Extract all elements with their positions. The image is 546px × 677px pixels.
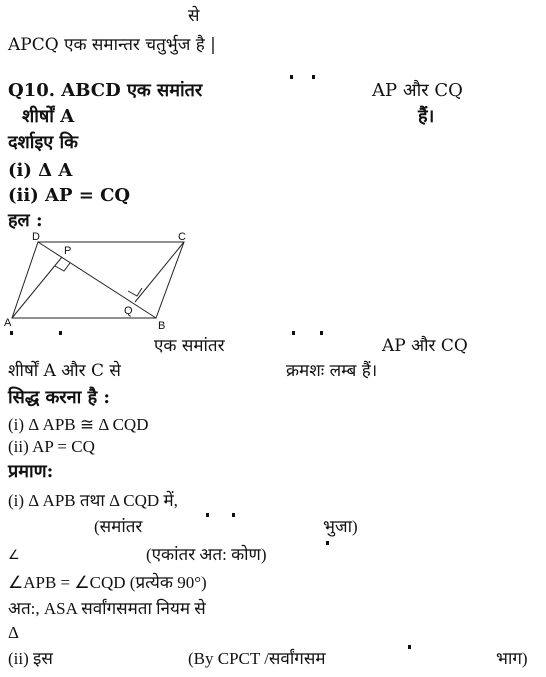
smudge-mark bbox=[206, 513, 209, 517]
proof-heading: प्रमाण: bbox=[8, 461, 54, 482]
proof-line-2a: (समांतर bbox=[94, 517, 143, 536]
diagonal-db bbox=[38, 242, 156, 318]
to-prove-ii: (ii) AP = CQ bbox=[8, 437, 95, 456]
label-a: A bbox=[4, 317, 12, 329]
smudge-mark bbox=[10, 331, 13, 335]
smudge-mark bbox=[290, 75, 293, 79]
smudge-mark bbox=[59, 331, 62, 335]
label-c: C bbox=[178, 231, 186, 243]
right-angle-mark-p bbox=[55, 263, 70, 271]
question-right-text: AP और CQ bbox=[372, 80, 463, 101]
question-line-2: शीर्षों A bbox=[22, 106, 75, 127]
question-line-2-end: हैं। bbox=[418, 106, 435, 127]
perpendicular-ap bbox=[12, 257, 62, 318]
smudge-mark bbox=[326, 541, 329, 545]
text-line-apcq: APCQ एक समान्तर चतुर्भुज है | bbox=[8, 35, 216, 55]
smudge-mark bbox=[232, 513, 235, 517]
label-p: P bbox=[64, 245, 72, 257]
smudge-mark bbox=[292, 331, 295, 335]
proof-line-3a: ∠ bbox=[8, 547, 20, 562]
proof-line-4: ∠APB = ∠CQD (प्रत्येक 90°) bbox=[8, 573, 207, 592]
given-text-b: AP और CQ bbox=[382, 336, 468, 356]
question-heading: Q10. ABCD एक समांतर bbox=[8, 80, 203, 101]
proof-line-5: अत:, ASA सर्वांगसमता नियम से bbox=[8, 599, 206, 618]
to-prove-i: (i) Δ APB ≅ Δ CQD bbox=[8, 415, 149, 434]
part-ii: (ii) AP = CQ bbox=[8, 185, 131, 206]
solution-heading: हल : bbox=[8, 210, 43, 231]
given-text-a: एक समांतर bbox=[154, 336, 225, 356]
parallelogram-diagram bbox=[4, 230, 194, 330]
proof-line-6: Δ bbox=[8, 623, 19, 642]
given-text-d: क्रमशः लम्ब हैं। bbox=[286, 361, 378, 381]
proof-line-3b: (एकांतर अत: कोण) bbox=[146, 545, 267, 564]
part-i: (i) Δ A bbox=[8, 160, 73, 181]
proof-line-7b: (By CPCT /सर्वांगसम bbox=[188, 649, 326, 668]
given-text-c: शीर्षों A और C से bbox=[8, 361, 121, 381]
proof-line-7c: भाग) bbox=[496, 649, 528, 668]
label-q: Q bbox=[124, 305, 133, 317]
proof-line-2b: भुजा) bbox=[323, 517, 358, 536]
proof-line-7a: (ii) इस bbox=[8, 649, 53, 668]
to-prove-heading: सिद्ध करना है : bbox=[8, 387, 111, 408]
smudge-mark bbox=[320, 331, 323, 335]
right-angle-mark-q bbox=[128, 288, 142, 296]
perpendicular-cq bbox=[135, 242, 184, 302]
proof-line-1: (i) Δ APB तथा Δ CQD में, bbox=[8, 491, 178, 510]
label-d: D bbox=[32, 231, 40, 243]
label-b: B bbox=[158, 320, 166, 330]
smudge-mark bbox=[312, 75, 315, 79]
show-that-heading: दर्शाइए कि bbox=[8, 132, 79, 153]
smudge-mark bbox=[408, 645, 411, 649]
parallelogram-abcd bbox=[12, 242, 184, 318]
text-line-se: से bbox=[188, 6, 200, 26]
